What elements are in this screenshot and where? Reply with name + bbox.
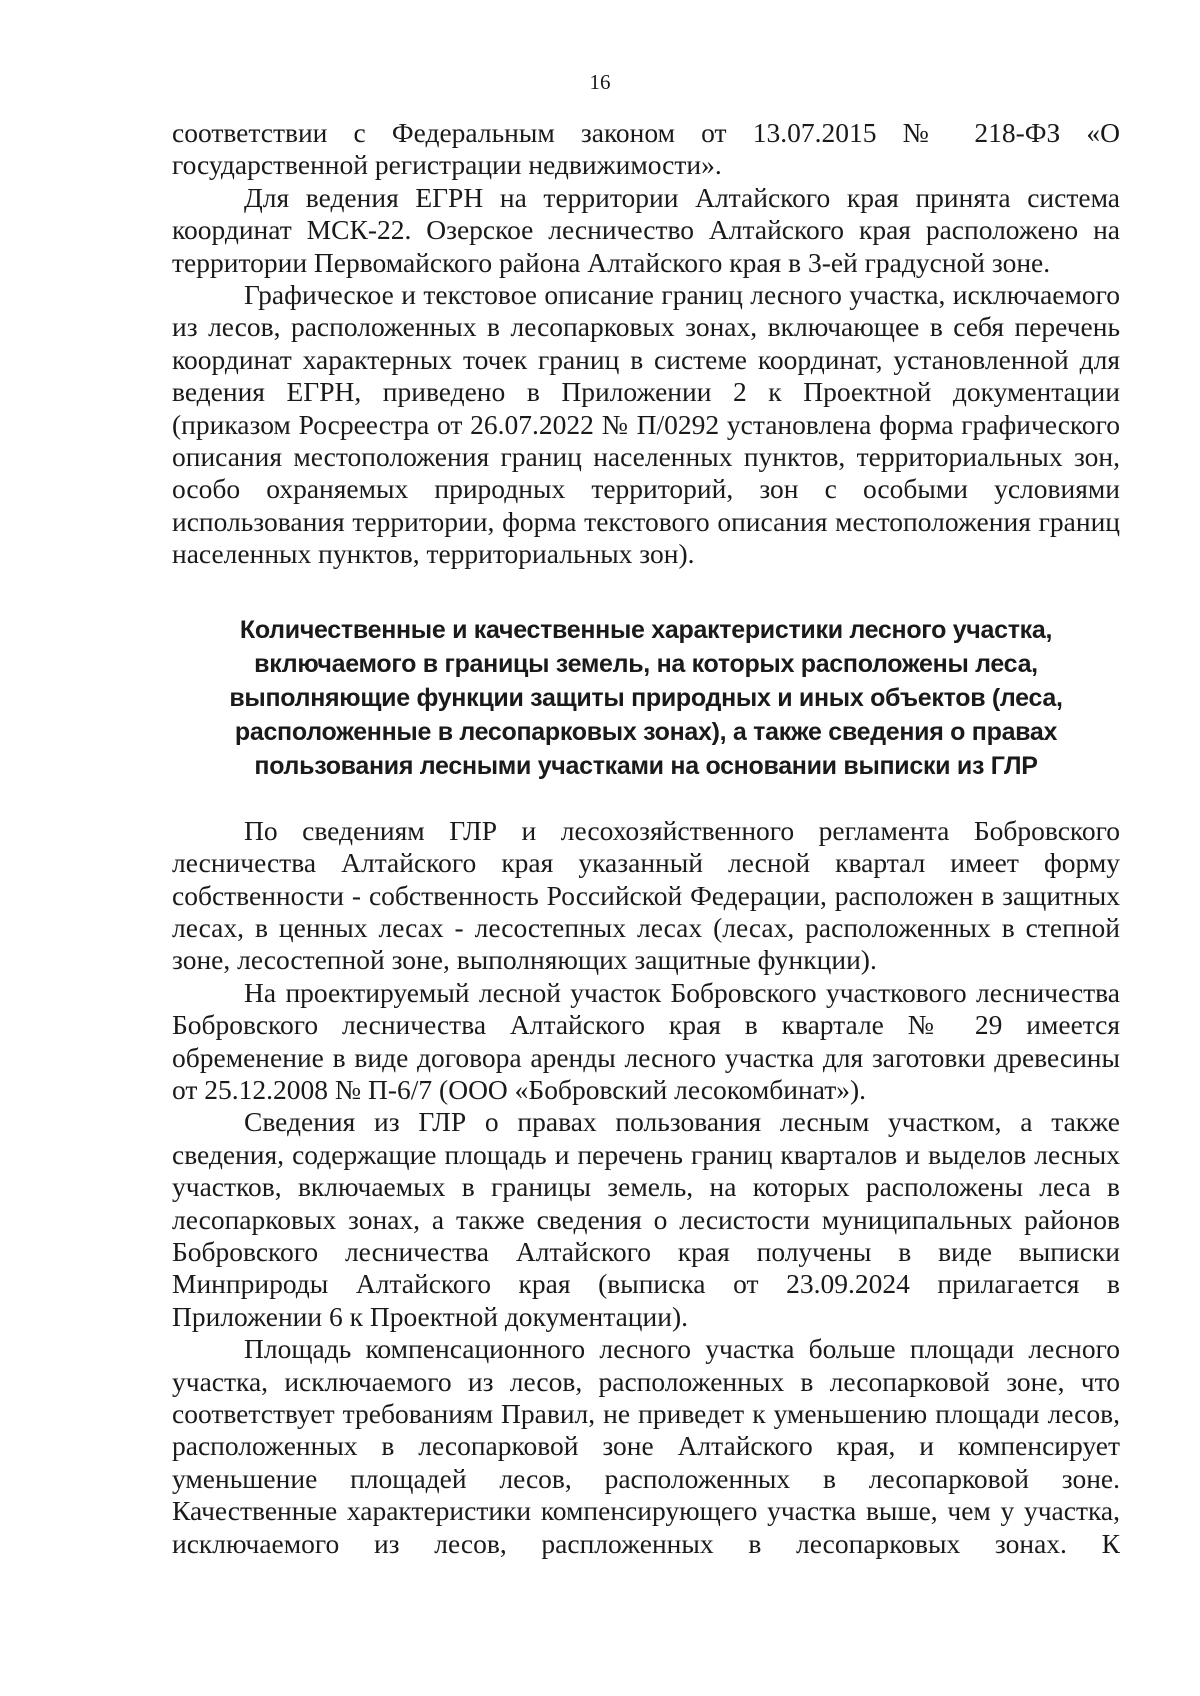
section-heading-line: пользования лесными участками на основании выписки из ГЛР <box>254 751 1038 780</box>
paragraph-encumbrance: На проектируемый лесной участок Бобровского участкового лесничества Бобровского лесничества Алтайского края в квартале № 29 имеется обременение в виде договора аренды лесного участка для заготовки древесины от 25.12.2008 № П-6/7 (ООО «Бобровский лесокомбинат»). <box>172 976 1120 1105</box>
paragraph-glr-extract: Сведения из ГЛР о правах пользования лесным участком, а также сведения, содержащие площадь и перечень границ кварталов и выделов лесных участков, включаемых в границы земель, на которых расположены леса в лесопарковых зонах, а также сведения о лесистости муниципальных районов Бобровского лесничества Алтайского края получены в виде выписки Минприроды Алтайского края (выписка от 23.09.2024 прилагается в Приложении 6 к Проектной документации). <box>172 1106 1120 1332</box>
paragraph-continuation: соответствии с Федеральным законом от 13.07.2015 № 218-ФЗ «О государственной регистрации недвижимости». <box>172 117 1120 181</box>
paragraph-coordinate-system: Для ведения ЕГРН на территории Алтайского края принята система координат МСК-22. Озерское лесничество Алтайского края расположено на территории Первомайского района Алтайского края в 3-ей градусной зоне. <box>172 181 1120 278</box>
page-number: 16 <box>589 70 611 94</box>
paragraph-compensation: Площадь компенсационного лесного участка больше площади лесного участка, исключаемого из лесов, расположенных в лесопарковой зоне, что соответствует требованиям Правил, не приведет к уменьшению площади лесов, расположенных в лесопарковой зоне Алтайского края, и компенсирует уменьшение площадей лесов, расположенных в лесопарковой зоне. Качественные характеристики компенсирующего участка выше, чем у участка, исключаемого из лесов, распложенных в лесопарковых зонах. К <box>172 1333 1120 1559</box>
paragraph-ownership: По сведениям ГЛР и лесохозяйственного регламента Бобровского лесничества Алтайского края указанный лесной квартал имеет форму собственности - собственность Российской Федерации, расположен в защитных лесах, в ценных лесах - лесостепных лесах (лесах, расположенных в степной зоне, лесостепной зоне, выполняющих защитные функции). <box>172 814 1120 976</box>
section-heading-line: включаемого в границы земель, на которых расположены леса, <box>254 649 1038 678</box>
section-heading-line: Количественные и качественные характеристики лесного участка, <box>239 615 1053 644</box>
paragraph-boundary-description: Графическое и текстовое описание границ лесного участка, исключаемого из лесов, расположенных в лесопарковых зонах, включающее в себя перечень координат характерных точек границ в системе координат, установленной для ведения ЕГРН, приведено в Приложении 2 к Проектной документации (приказом Росреестра от 26.07.2022 № П/0292 установлена форма графического описания местоположения границ населенных пунктов, территориальных зон, особо охраняемых природных территорий, зон с особыми условиями использования территории, форма текстового описания местоположения границ населенных пунктов, территориальных зон). <box>172 279 1120 570</box>
section-heading <box>172 613 1120 783</box>
section-heading-line: выполняющие функции защиты природных и иных объектов (леса, <box>229 683 1063 712</box>
section-heading-line: расположенные в лесопарковых зонах), а также сведения о правах <box>234 717 1058 746</box>
document-body <box>172 117 1120 1560</box>
